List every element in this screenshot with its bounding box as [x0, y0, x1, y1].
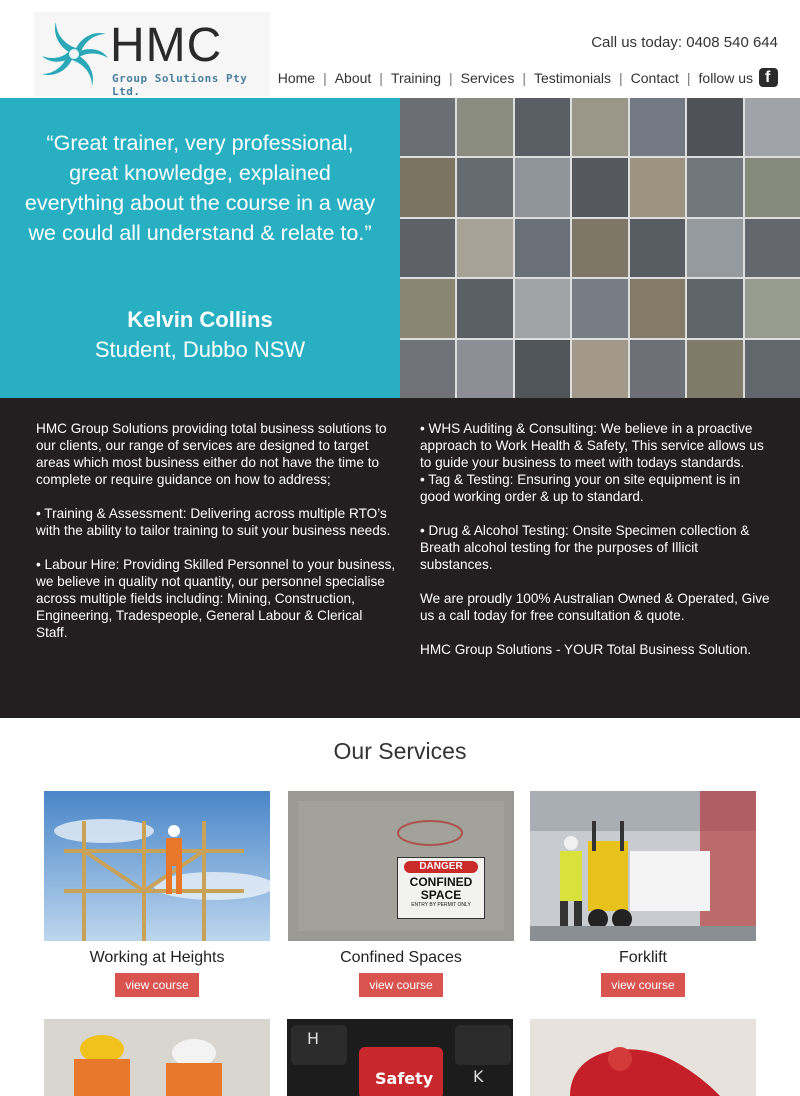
nav-separator: |: [619, 69, 623, 86]
about-training: • Training & Assessment: Delivering across multiple RTO’s with the ability to tailor training to suit your business needs.: [36, 506, 391, 538]
collage-photo: [687, 98, 742, 156]
main-nav: [278, 68, 778, 87]
service-card-heights: [44, 791, 270, 997]
collage-photo: [457, 158, 512, 216]
about-section: [0, 398, 800, 718]
service-card-forklift: [530, 791, 756, 997]
about-labour-hire: • Labour Hire: Providing Skilled Personnel to your business, we believe in quality not quantity, our personnel specialise across multiple fields including: Mining, Construction, Engineering, Tradespeople, General Labour & Clerical Staff.: [36, 557, 396, 640]
collage-photo: [630, 279, 685, 337]
follow-us-label: follow us: [698, 69, 753, 86]
collage-photo: [745, 158, 800, 216]
collage-photo: [572, 98, 627, 156]
collage-photo: [572, 158, 627, 216]
facebook-icon[interactable]: [759, 68, 778, 87]
collage-photo: [515, 219, 570, 277]
facebook-glyph: f: [765, 69, 771, 86]
collage-photo: [745, 98, 800, 156]
collage-photo: [400, 279, 455, 337]
collage-photo: [745, 279, 800, 337]
collage-photo: [630, 98, 685, 156]
service-card-confined: [288, 791, 514, 997]
service-image-extinguisher[interactable]: [530, 1019, 756, 1096]
nav-separator: |: [686, 69, 691, 86]
collage-photo: [457, 98, 512, 156]
service-name: Confined Spaces: [340, 949, 462, 966]
collage-photo: [572, 219, 627, 277]
collage-photo: [515, 340, 570, 398]
key-h-label: H: [307, 1029, 320, 1048]
about-tag-testing: • Tag & Testing: Ensuring your on site equipment is in good working order & up to standard.: [420, 472, 741, 504]
service-name: Forklift: [619, 949, 667, 966]
nav-services[interactable]: Services: [460, 69, 515, 86]
collage-photo: [400, 98, 455, 156]
about-column-left: [36, 420, 396, 658]
danger-sign-header: DANGER: [404, 861, 478, 873]
nav-separator: |: [379, 69, 383, 86]
testimonial-author-location: Student, Dubbo NSW: [94, 337, 306, 362]
view-course-button[interactable]: view course: [359, 973, 442, 997]
heights-image[interactable]: [44, 791, 270, 941]
about-drug-alcohol: • Drug & Alcohol Testing: Onsite Specimen collection & Breath alcohol testing for the purposes of Illicit substances.: [420, 523, 750, 572]
nav-testimonials[interactable]: Testimonials: [533, 69, 611, 86]
confined-image[interactable]: [288, 791, 514, 941]
collage-photo: [687, 219, 742, 277]
danger-sign: [397, 857, 485, 919]
site-header: [0, 0, 800, 98]
forklift-image[interactable]: [530, 791, 756, 941]
collage-photo: [515, 158, 570, 216]
collage-photo: [745, 219, 800, 277]
collage-photo: [457, 279, 512, 337]
collage-photo: [457, 219, 512, 277]
collage-photo: [630, 219, 685, 277]
nav-home[interactable]: Home: [277, 69, 316, 86]
view-course-button[interactable]: view course: [115, 973, 198, 997]
about-intro: HMC Group Solutions providing total business solutions to our clients, our range of services are designed to target areas which most business either do not have the time to complete or require guidance on how to address;: [36, 421, 387, 487]
service-image-keyboard[interactable]: [287, 1019, 513, 1096]
logo-subtitle: Group Solutions Pty Ltd.: [112, 72, 248, 98]
nav-training[interactable]: Training: [390, 69, 441, 86]
danger-sign-small: ENTRY BY PERMIT ONLY: [411, 902, 471, 908]
collage-photo: [515, 98, 570, 156]
collage-photo: [457, 340, 512, 398]
collage-photo: [745, 340, 800, 398]
nav-contact[interactable]: Contact: [630, 69, 679, 86]
collage-photo: [400, 219, 455, 277]
collage-photo: [400, 340, 455, 398]
collage-photo: [630, 158, 685, 216]
nav-separator: |: [449, 69, 453, 86]
about-tagline: HMC Group Solutions - YOUR Total Business Solution.: [420, 642, 752, 657]
service-image-workers[interactable]: [44, 1019, 270, 1096]
services-heading: Our Services: [333, 738, 467, 764]
photo-collage: [400, 98, 800, 398]
danger-sign-line2: SPACE: [420, 888, 462, 902]
collage-photo: [572, 279, 627, 337]
collage-photo: [400, 158, 455, 216]
view-course-button[interactable]: view course: [601, 973, 684, 997]
safety-key-label: Safety: [375, 1069, 434, 1088]
testimonial-panel: [0, 98, 400, 398]
collage-photo: [630, 340, 685, 398]
about-whs: • WHS Auditing & Consulting: We believe in a proactive approach to Work Health & Safety, This service allows us to guide your business to meet with todays standards.: [420, 421, 764, 470]
swirl-logo-icon: [38, 20, 110, 88]
phone-number[interactable]: Call us today: 0408 540 644: [591, 34, 778, 51]
collage-photo: [515, 279, 570, 337]
testimonial-author: Kelvin Collins: [127, 307, 273, 332]
about-column-right: [420, 420, 770, 675]
collage-photo: [687, 279, 742, 337]
collage-photo: [687, 158, 742, 216]
nav-separator: |: [522, 69, 526, 86]
about-australian: We are proudly 100% Australian Owned & Operated, Give us a call today for free consultation & quote.: [420, 591, 770, 623]
nav-about[interactable]: About: [334, 69, 372, 86]
testimonial-quote: “Great trainer, very professional, great knowledge, explained everything about the course in a way we could all understand & relate to.”: [24, 131, 376, 245]
collage-photo: [572, 340, 627, 398]
collage-photo: [687, 340, 742, 398]
key-k-label: K: [473, 1067, 484, 1086]
collage-grid: [400, 98, 800, 398]
logo-text: HMC: [110, 19, 223, 72]
service-name: Working at Heights: [89, 949, 225, 966]
logo[interactable]: [34, 12, 270, 96]
nav-separator: |: [323, 69, 327, 86]
danger-sign-line1: CONFINED: [409, 875, 473, 889]
